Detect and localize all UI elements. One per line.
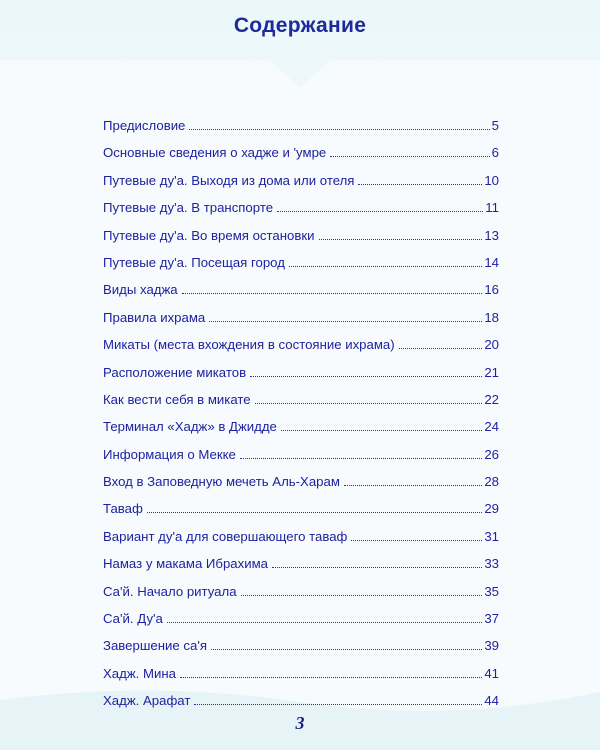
toc-entry-title: Микаты (места вхождения в состояние ихрама) (103, 337, 395, 353)
toc-dot-leader (319, 239, 483, 240)
toc-entry[interactable] (103, 550, 499, 577)
toc-dot-leader (250, 376, 482, 377)
toc-dot-leader (344, 485, 482, 486)
toc-dot-leader (277, 211, 483, 212)
toc-entry-title: Виды хаджа (103, 282, 178, 298)
toc-dot-leader (240, 458, 482, 459)
toc-dot-leader (255, 403, 483, 404)
toc-entry-title: Путевые ду'а. Выходя из дома или отеля (103, 172, 355, 188)
toc-entry-title: Расположение микатов (103, 364, 247, 380)
toc-dot-leader (241, 595, 483, 596)
toc-entry-page-number: 11 (485, 200, 499, 216)
toc-entry-page-number: 29 (484, 501, 499, 517)
toc-entry-page-number: 13 (484, 227, 499, 243)
toc-entry[interactable] (103, 112, 499, 139)
toc-entry-page-number: 20 (484, 337, 499, 353)
toc-dot-leader (209, 321, 482, 322)
toc-entry-title: Путевые ду'а. Посещая город (103, 254, 285, 270)
toc-entry-title: Вариант ду'а для совершающего таваф (103, 528, 348, 544)
toc-dot-leader (289, 266, 482, 267)
toc-entry[interactable] (103, 413, 499, 440)
toc-entry[interactable] (103, 331, 499, 358)
toc-entry[interactable] (103, 304, 499, 331)
toc-entry-title: Хадж. Мина (103, 665, 176, 681)
toc-entry-title: Основные сведения о хадже и 'умре (103, 145, 327, 161)
toc-entry[interactable] (103, 660, 499, 687)
toc-entry[interactable] (103, 249, 499, 276)
toc-entry-page-number: 16 (484, 282, 499, 298)
toc-dot-leader (167, 622, 482, 623)
toc-entry-page-number: 26 (484, 446, 499, 462)
toc-entry[interactable] (103, 495, 499, 522)
toc-dot-leader (180, 677, 482, 678)
toc-entry[interactable] (103, 194, 499, 221)
toc-entry[interactable] (103, 468, 499, 495)
toc-entry-title: Са'й. Ду'а (103, 611, 163, 627)
toc-dot-leader (194, 704, 482, 705)
toc-entry[interactable] (103, 632, 499, 659)
toc-entry[interactable] (103, 139, 499, 166)
toc-entry-page-number: 28 (484, 474, 499, 490)
table-of-contents (103, 112, 499, 715)
toc-entry-page-number: 6 (491, 145, 499, 161)
toc-dot-leader (189, 129, 489, 130)
toc-entry[interactable] (103, 167, 499, 194)
toc-dot-leader (358, 184, 482, 185)
toc-entry-title: Таваф (103, 501, 143, 517)
toc-entry-title: Предисловие (103, 118, 186, 133)
toc-entry-title: Правила ихрама (103, 309, 206, 325)
toc-dot-leader (351, 540, 482, 541)
toc-entry[interactable] (103, 276, 499, 303)
toc-entry-page-number: 24 (484, 419, 499, 435)
toc-entry-page-number: 18 (484, 309, 499, 325)
toc-dot-leader (211, 649, 482, 650)
toc-entry-page-number: 5 (491, 118, 499, 133)
toc-entry-page-number: 37 (484, 611, 499, 627)
toc-entry[interactable] (103, 578, 499, 605)
toc-entry-title: Завершение са'я (103, 638, 207, 654)
toc-entry[interactable] (103, 441, 499, 468)
toc-entry-page-number: 41 (484, 665, 499, 681)
page-title: Содержание (233, 14, 367, 37)
toc-entry-title: Вход в Заповедную мечеть Аль-Харам (103, 474, 340, 490)
toc-entry-title: Са'й. Начало ритуала (103, 583, 237, 599)
toc-entry[interactable] (103, 523, 499, 550)
toc-entry-page-number: 39 (484, 638, 499, 654)
toc-dot-leader (330, 156, 489, 157)
toc-entry-title: Терминал «Хадж» в Джидде (103, 419, 277, 435)
toc-entry-page-number: 44 (484, 693, 499, 709)
toc-entry-page-number: 31 (484, 528, 499, 544)
toc-entry[interactable] (103, 386, 499, 413)
toc-dot-leader (281, 430, 482, 431)
toc-entry[interactable] (103, 359, 499, 386)
toc-entry-page-number: 22 (484, 391, 499, 407)
toc-entry-page-number: 35 (484, 583, 499, 599)
toc-dot-leader (147, 512, 482, 513)
toc-dot-leader (399, 348, 483, 349)
toc-entry[interactable] (103, 222, 499, 249)
toc-entry-title: Информация о Мекке (103, 446, 236, 462)
toc-entry-page-number: 10 (484, 172, 499, 188)
toc-entry[interactable] (103, 605, 499, 632)
toc-dot-leader (272, 567, 482, 568)
toc-entry-title: Хадж. Арафат (103, 693, 191, 709)
toc-entry-title: Путевые ду'а. Во время остановки (103, 227, 315, 243)
toc-entry-title: Путевые ду'а. В транспорте (103, 200, 274, 216)
toc-dot-leader (182, 293, 483, 294)
toc-entry-title: Как вести себя в микате (103, 391, 251, 407)
toc-entry-page-number: 21 (484, 364, 499, 380)
toc-entry-page-number: 14 (484, 254, 499, 270)
page-number: 3 (295, 713, 305, 733)
toc-entry-title: Намаз у макама Ибрахима (103, 556, 268, 572)
toc-entry[interactable] (103, 687, 499, 714)
toc-entry-page-number: 33 (484, 556, 499, 572)
